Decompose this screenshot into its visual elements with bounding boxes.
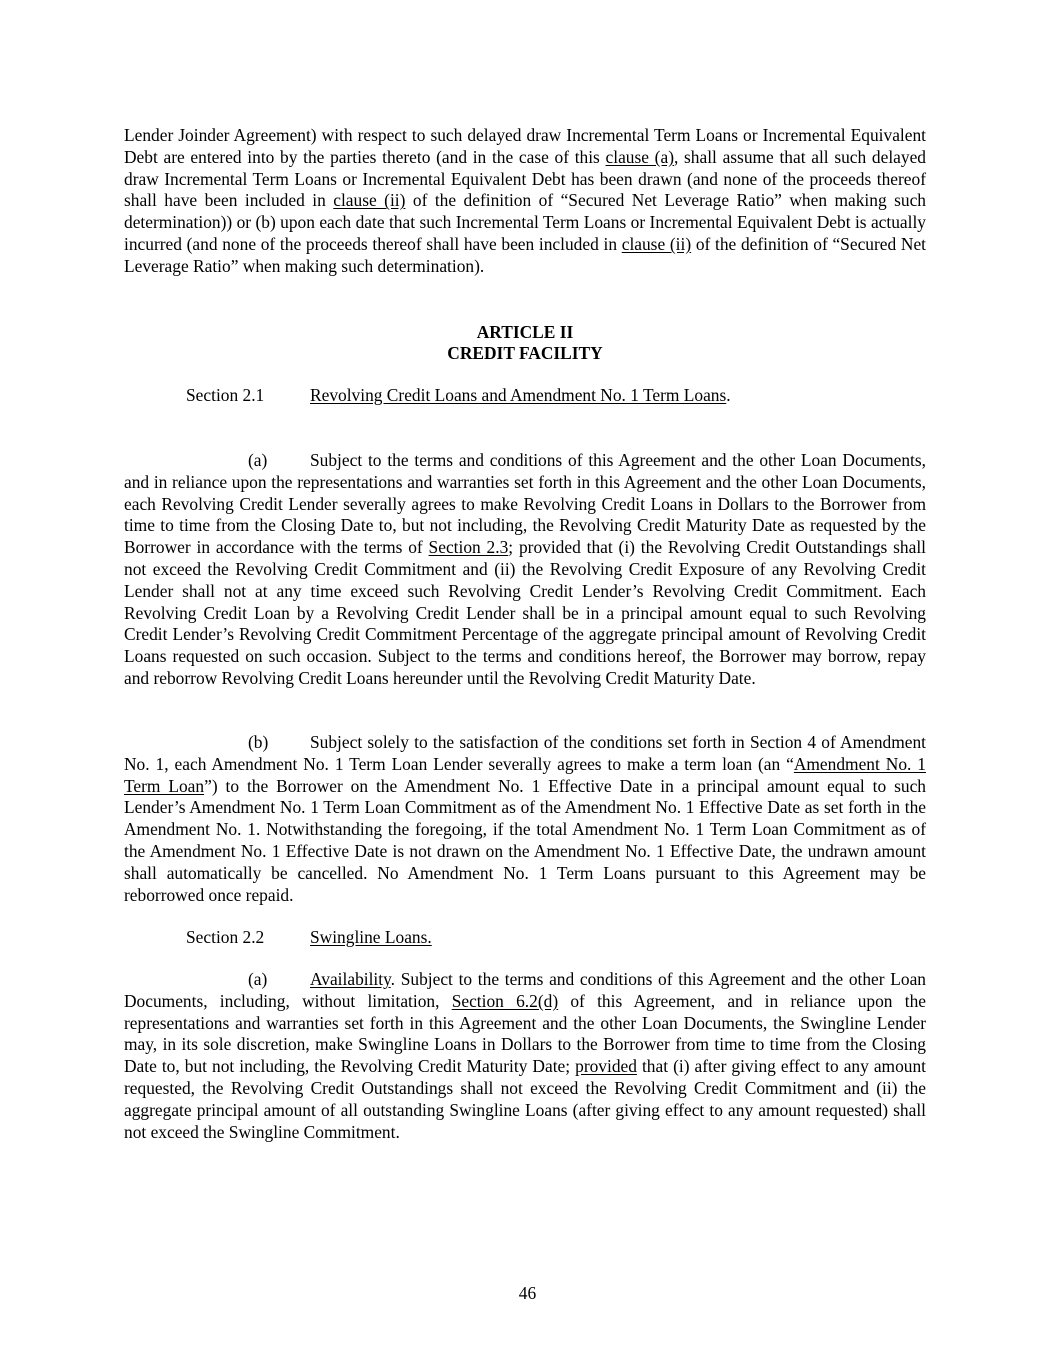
- paragraph-text: Subject solely to the satisfaction of the conditions set forth in Section 4 of Amendment No. 1, each Amendment No. 1 Term Loan Lender severally agrees to make a term loan (an “: [124, 732, 926, 774]
- paragraph-2-2-a: [124, 969, 926, 1143]
- paragraph-2-1-b: [124, 732, 926, 906]
- section-2-2-heading: [186, 927, 432, 949]
- paragraph-label: (a): [248, 969, 268, 989]
- paragraph-text: Subject to the terms and conditions of this Agreement and the other Loan Documents, and in reliance upon the representations and warranties set forth in this Agreement and the other Loan Documents, each Revolving Credit Lender severally agrees to make Revolving Credit Loans in Dollars to the Borrower from time to time from the Closing Date to, but not including, the Revolving Credit Maturity Date as requested by the Borrower in accordance with the terms of: [124, 450, 926, 558]
- section-2-1-heading: [186, 385, 731, 407]
- section-6-2-d-reference: Section 6.2(d): [451, 990, 559, 1011]
- paragraph-text: . Subject to the terms and conditions of this Agreement and the other Loan Documents, including, without limitation,: [124, 969, 926, 1011]
- paragraph-text: ; provided that (i) the Revolving Credit Outstandings shall not exceed the Revolving Credit Commitment and (ii) the Revolving Credit Exposure of any Revolving Credit Lender shall not at any time exceed such Revolving Credit Lender’s Revolving Credit Commitment. Each Revolving Credit Loan by a Revolving Credit Lender shall be in a principal amount equal to such Revolving Credit Lender’s Revolving Credit Commitment Percentage of the aggregate principal amount of Revolving Credit Loans requested on such occasion. Subject to the terms and conditions hereof, the Borrower may borrow, repay and reborrow Revolving Credit Loans hereunder until the Revolving Credit Maturity Date.: [124, 537, 926, 688]
- article-title: CREDIT FACILITY: [447, 343, 603, 363]
- section-title-punct: .: [726, 385, 731, 405]
- paragraph-text: ”) to the Borrower on the Amendment No. 1 Effective Date in a principal amount equal to such Lender’s Amendment No. 1 Term Loan Commitment as of the Amendment No. 1 Effective Date as set forth in the Amendment No. 1. Notwithstanding the foregoing, if the total Amendment No. 1 Term Loan Commitment as of the Amendment No. 1 Effective Date is not drawn on the Amendment No. 1 Effective Date, the undrawn amount shall automatically be cancelled. No Amendment No. 1 Term Loans pursuant to this Agreement may be reborrowed once repaid.: [124, 775, 926, 905]
- defined-term: Amendment No. 1 Term Loan: [124, 753, 927, 796]
- paragraph-label: (b): [248, 732, 269, 752]
- article-number: ARTICLE II: [476, 322, 574, 342]
- clause-a-reference: clause (a): [605, 146, 674, 167]
- section-title: Revolving Credit Loans and Amendment No. 1 Term Loans: [310, 385, 727, 405]
- section-number: Section 2.1: [186, 385, 265, 405]
- provided-term: provided: [575, 1056, 637, 1077]
- clause-ii-reference: clause (ii): [621, 233, 692, 254]
- intro-text-1: Lender Joinder Agreement) with respect to such delayed draw Incremental Term Loans or Incremental Equivalent Debt are entered into by the parties thereto (and in the case of this: [124, 125, 926, 167]
- page-number: 46: [518, 1283, 537, 1303]
- paragraph-heading: Availability: [310, 969, 391, 989]
- paragraph-text: that (i) after giving effect to any amount requested, the Revolving Credit Outstandings shall not exceed the Revolving Credit Commitment and (ii) the aggregate principal amount of all outstanding Swingline Loans (after giving effect to any amount requested) shall not exceed the Swingline Commitment.: [124, 1056, 926, 1142]
- intro-text-4: of the definition of “Secured Net Leverage Ratio” when making such determination).: [124, 233, 926, 276]
- paragraph-text: of this Agreement, and in reliance upon the representations and warranties set forth in this Agreement and the other Loan Documents, the Swingline Lender may, in its sole discretion, make Swingline Loans in Dollars to the Borrower from time to time from the Closing Date to, but not including, the Revolving Credit Maturity Date;: [124, 990, 926, 1077]
- intro-text-3: of the definition of “Secured Net Leverage Ratio” when making such determination)) or (b) upon each date that such Incremental Term Loans or Incremental Equivalent Debt is actually incurred (and none of the proceeds thereof shall have been included in: [124, 190, 926, 254]
- paragraph-2-1-a: [124, 450, 926, 690]
- section-number: Section 2.2: [186, 927, 265, 947]
- section-title: Swingline Loans.: [310, 927, 432, 947]
- paragraph-label: (a): [248, 450, 268, 470]
- intro-text-2: , shall assume that all such delayed draw Incremental Term Loans or Incremental Equivalent Debt has been drawn (and none of the proceeds thereof shall have been included in: [124, 146, 926, 211]
- clause-ii-reference: clause (ii): [333, 190, 406, 211]
- intro-paragraph: [124, 125, 926, 278]
- section-2-3-reference: Section 2.3: [428, 537, 509, 558]
